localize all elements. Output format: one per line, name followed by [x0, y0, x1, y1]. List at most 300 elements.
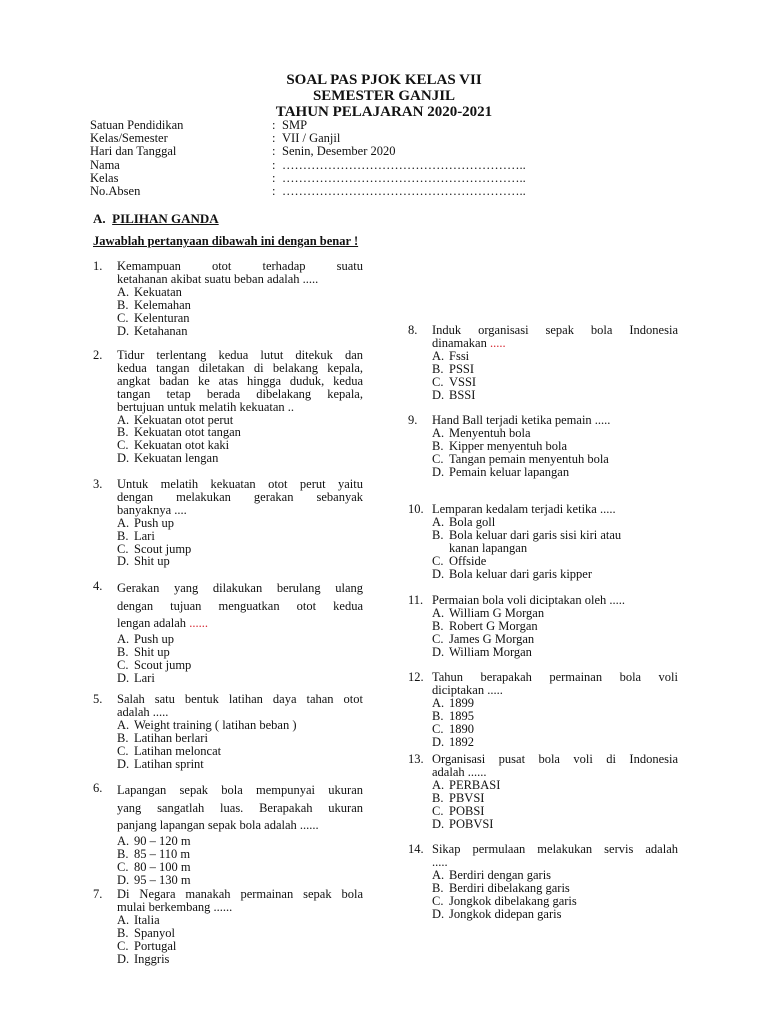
question-line: Salah satu bentuk latihan daya tahan otot [117, 692, 363, 706]
question-stem [408, 414, 678, 427]
answer-option[interactable] [432, 869, 678, 882]
question-line: tangan tetap berada dibelakang kepala, [117, 386, 363, 401]
question-3 [93, 478, 363, 568]
info-value: SMP [282, 118, 308, 132]
option-letter: C. [117, 743, 129, 758]
option-letter: C. [432, 893, 444, 908]
option-letter: C. [432, 721, 444, 736]
question-stem [408, 594, 678, 607]
answer-option[interactable] [117, 452, 363, 465]
question-stem [408, 671, 678, 697]
question-line: Induk organisasi sepak bola Indonesia [432, 323, 678, 337]
option-letter: D. [117, 872, 130, 887]
answer-option[interactable] [432, 529, 678, 542]
option-text: Kekuatan [134, 284, 182, 299]
option-text: Kekuatan otot perut [134, 412, 234, 427]
question-stem [93, 693, 363, 719]
answer-options [432, 516, 678, 581]
option-text: Kekuatan otot tangan [134, 425, 241, 440]
option-letter: C. [117, 310, 129, 325]
question-5 [93, 693, 363, 770]
option-letter: A. [432, 695, 445, 710]
info-label: Nama [90, 157, 120, 172]
question-line-with-blank [432, 337, 678, 350]
option-letter: B. [432, 708, 444, 723]
option-letter: B. [432, 790, 444, 805]
answer-option[interactable] [117, 848, 363, 861]
option-text: Jongkok dibelakang garis [449, 893, 577, 908]
answer-option[interactable] [432, 736, 678, 749]
option-text: Jongkok didepan garis [449, 906, 562, 921]
answer-option[interactable] [117, 719, 363, 732]
option-letter: B. [432, 527, 444, 542]
question-line: Tahun berapakah permainan bola voli [432, 670, 678, 684]
question-7 [93, 888, 363, 965]
question-text [117, 782, 363, 835]
option-letter: A. [432, 605, 445, 620]
option-text: Shit up [134, 644, 170, 659]
option-letter: A. [432, 348, 445, 363]
student-info [90, 119, 526, 198]
answer-option[interactable] [432, 633, 678, 646]
answer-option[interactable] [117, 914, 363, 927]
option-letter: B. [432, 618, 444, 633]
answer-option[interactable] [117, 732, 363, 745]
option-text: 1899 [449, 695, 474, 710]
answer-option[interactable] [432, 908, 678, 921]
answer-option[interactable] [117, 659, 363, 672]
question-1 [93, 260, 363, 337]
info-colon: : [272, 170, 276, 185]
info-colon: : [272, 144, 276, 159]
option-text: Robert G Morgan [449, 618, 538, 633]
answer-option[interactable] [117, 874, 363, 887]
info-label: No.Absen [90, 183, 141, 198]
question-number: 12. [408, 670, 424, 684]
answer-option[interactable] [117, 953, 363, 966]
question-number: 9. [408, 413, 418, 427]
answer-option[interactable] [432, 516, 678, 529]
question-6 [93, 782, 363, 886]
option-text: PERBASI [449, 777, 501, 792]
info-label: Hari dan Tanggal [90, 144, 177, 159]
answer-option[interactable] [432, 376, 678, 389]
option-letter: B. [432, 361, 444, 376]
info-row [90, 172, 526, 185]
option-letter: D. [432, 816, 445, 831]
option-text: Kipper menyentuh bola [449, 438, 568, 453]
option-text: Inggris [134, 951, 170, 966]
option-text: BSSI [449, 387, 476, 402]
info-row [90, 159, 526, 172]
option-letter: A. [117, 631, 130, 646]
question-14 [408, 843, 678, 920]
question-line: dengan melakukan gerakan sebanyak [117, 489, 363, 504]
answer-option[interactable] [117, 517, 363, 530]
option-letter: C. [432, 374, 444, 389]
answer-option[interactable] [432, 363, 678, 376]
option-text: William G Morgan [449, 605, 545, 620]
answer-option[interactable] [117, 940, 363, 953]
option-text: Fssi [449, 348, 470, 363]
option-text: kanan lapangan [449, 540, 528, 555]
answer-option[interactable] [432, 389, 678, 402]
option-letter: C. [117, 541, 129, 556]
option-letter: B. [117, 528, 129, 543]
option-letter: D. [117, 756, 130, 771]
option-letter: D. [117, 670, 130, 685]
answer-option[interactable] [432, 555, 678, 568]
option-text: POBSI [449, 803, 485, 818]
option-letter: A. [117, 912, 130, 927]
answer-option[interactable] [117, 861, 363, 874]
answer-option[interactable] [432, 427, 678, 440]
question-line: Di Negara manakah permainan sepak bola [117, 887, 363, 901]
question-13 [408, 753, 678, 830]
question-12 [408, 671, 678, 748]
option-letter: C. [117, 657, 129, 672]
option-letter: C. [117, 438, 129, 453]
option-letter: A. [117, 717, 130, 732]
option-letter: B. [432, 880, 444, 895]
option-text: Latihan berlari [134, 730, 208, 745]
info-row [90, 185, 526, 198]
option-letter: B. [117, 730, 129, 745]
option-letter [432, 542, 449, 555]
answer-option[interactable] [117, 758, 363, 771]
question-stem [408, 324, 678, 350]
answer-options [117, 414, 363, 466]
info-colon: : [272, 183, 276, 198]
option-text: Kelenturan [134, 310, 190, 325]
question-line: angkat badan ke atas hingga duduk, kedua [117, 373, 363, 388]
option-letter: B. [117, 925, 129, 940]
section-title: PILIHAN GANDA [112, 211, 219, 226]
option-letter: A. [117, 284, 130, 299]
answer-option[interactable] [432, 466, 678, 479]
answer-option[interactable] [432, 568, 678, 581]
answer-option[interactable] [117, 530, 363, 543]
section-letter: A. [93, 211, 106, 226]
question-line: kedua tangan diletakan di belakang kepala, [117, 360, 363, 375]
option-letter: B. [432, 438, 444, 453]
answer-option[interactable] [117, 633, 363, 646]
question-number: 4. [93, 579, 103, 593]
question-number: 5. [93, 692, 103, 706]
option-text: Latihan sprint [134, 756, 204, 771]
option-letter: D. [432, 566, 445, 581]
info-value: ………………………………………………….. [282, 183, 526, 198]
question-number: 13. [408, 752, 424, 766]
option-letter: D. [432, 906, 445, 921]
answer-option[interactable] [117, 299, 363, 312]
question-text [432, 324, 678, 350]
info-value: ………………………………………………….. [282, 170, 526, 185]
answer-option[interactable] [117, 745, 363, 758]
answer-option[interactable] [117, 312, 363, 325]
option-letter: D. [117, 451, 130, 466]
question-text [117, 580, 363, 633]
option-text: Berdiri dengan garis [449, 867, 552, 882]
option-letter: C. [117, 938, 129, 953]
answer-options [117, 835, 363, 887]
question-text [432, 414, 678, 427]
question-line: Sikap permulaan melakukan servis adalah [432, 842, 678, 856]
option-letter: D. [117, 554, 130, 569]
question-stem [93, 782, 363, 835]
answer-option[interactable] [432, 882, 678, 895]
option-letter: A. [432, 867, 445, 882]
option-text: Pemain keluar lapangan [449, 464, 570, 479]
question-line: Permaian bola voli diciptakan oleh ..... [432, 593, 626, 607]
answer-options [432, 869, 678, 921]
option-text: Push up [134, 515, 174, 530]
option-letter: B. [117, 846, 129, 861]
answer-option[interactable] [432, 805, 678, 818]
info-colon: : [272, 157, 276, 172]
question-line: Lemparan kedalam terjadi ketika ..... [432, 502, 616, 516]
answer-options [117, 719, 363, 771]
question-text [432, 671, 678, 697]
question-stem [408, 753, 678, 779]
option-letter: A. [432, 514, 445, 529]
question-text [117, 478, 363, 517]
option-letter: C. [432, 803, 444, 818]
info-label: Kelas [90, 170, 119, 185]
academic-year-title: TAHUN PELAJARAN 2020-2021 [275, 104, 493, 120]
answer-options [432, 427, 678, 479]
option-text: Menyentuh bola [449, 425, 531, 440]
option-text: Tangan pemain menyentuh bola [449, 451, 609, 466]
option-letter: C. [432, 553, 444, 568]
info-value: ………………………………………………….. [282, 157, 526, 172]
question-2 [93, 349, 363, 465]
answer-option[interactable] [432, 779, 678, 792]
semester-title: SEMESTER GANJIL [312, 88, 456, 104]
option-letter: D. [117, 323, 130, 338]
info-label: Satuan Pendidikan [90, 118, 184, 132]
answer-option[interactable] [117, 646, 363, 659]
option-text: VSSI [449, 374, 477, 389]
answer-options [117, 633, 363, 685]
option-letter: A. [432, 425, 445, 440]
option-text: Offside [449, 553, 487, 568]
option-text: William Morgan [449, 644, 532, 659]
question-stem [93, 888, 363, 914]
answer-option[interactable] [117, 325, 363, 338]
question-stem [93, 478, 363, 517]
answer-options [432, 350, 678, 402]
question-text [432, 594, 678, 607]
option-text: 90 – 120 m [134, 833, 191, 848]
question-line: ketahanan akibat suatu beban adalah ..... [117, 271, 319, 286]
question-11 [408, 594, 678, 659]
option-text: PBVSI [449, 790, 485, 805]
option-text: Ketahanan [134, 323, 188, 338]
question-number: 1. [93, 259, 103, 273]
question-line: bertujuan untuk melatih kekuatan .. [117, 399, 295, 414]
question-line: adalah ...... [432, 764, 487, 779]
option-text: James G Morgan [449, 631, 535, 646]
info-value: Senin, Desember 2020 [282, 144, 396, 159]
answer-blank: ..... [489, 335, 506, 350]
question-text [117, 349, 363, 414]
option-letter: B. [117, 297, 129, 312]
option-text: 80 – 100 m [134, 859, 191, 874]
answer-option[interactable] [432, 646, 678, 659]
option-text: Lari [134, 670, 155, 685]
option-text: Spanyol [134, 925, 175, 940]
question-text [432, 503, 678, 516]
option-text: Kekuatan lengan [134, 451, 219, 466]
option-text: Latihan meloncat [134, 743, 222, 758]
answer-option[interactable] [432, 792, 678, 805]
answer-options [432, 697, 678, 749]
option-letter: D. [432, 387, 445, 402]
option-text: Kelemahan [134, 297, 191, 312]
question-10 [408, 503, 678, 580]
info-label: Kelas/Semester [90, 131, 168, 146]
option-letter: D. [432, 464, 445, 479]
answer-blank: ...... [189, 616, 208, 631]
question-stem [93, 580, 363, 633]
question-stem [93, 349, 363, 414]
question-line: diciptakan ..... [432, 682, 503, 697]
answer-option[interactable] [432, 350, 678, 363]
question-text [432, 753, 678, 779]
question-4 [93, 580, 363, 684]
question-line: Organisasi pusat bola voli di Indonesia [432, 752, 678, 766]
answer-option[interactable] [432, 620, 678, 633]
option-text: Bola keluar dari garis kipper [449, 566, 593, 581]
answer-option[interactable] [432, 453, 678, 466]
question-line: mulai berkembang ...... [117, 899, 233, 914]
question-number: 7. [93, 887, 103, 901]
question-number: 14. [408, 842, 424, 856]
option-letter: C. [432, 451, 444, 466]
answer-option[interactable] [432, 818, 678, 831]
option-letter: B. [117, 644, 129, 659]
exam-title: SOAL PAS PJOK KELAS VII [286, 72, 482, 88]
info-row [90, 145, 526, 158]
question-line: adalah ..... [117, 704, 169, 719]
question-line: lengan adalah [117, 616, 187, 631]
option-text: 1890 [449, 721, 474, 736]
question-line: panjang lapangan sepak bola adalah ...... [117, 818, 319, 833]
answer-option[interactable] [117, 286, 363, 299]
answer-option[interactable] [432, 697, 678, 710]
question-line-with-blank [117, 615, 363, 633]
question-line: ..... [432, 854, 448, 869]
answer-option[interactable] [117, 555, 363, 568]
option-text: Push up [134, 631, 174, 646]
answer-options [117, 286, 363, 338]
option-letter: D. [432, 644, 445, 659]
question-stem [408, 503, 678, 516]
answer-option[interactable] [432, 440, 678, 453]
question-line: banyaknya .... [117, 502, 187, 517]
question-number: 10. [408, 502, 424, 516]
question-stem [408, 843, 678, 869]
question-9 [408, 414, 678, 479]
question-line: yang sangatlah luas. Berapakah ukuran [117, 800, 363, 815]
option-letter: A. [117, 515, 130, 530]
question-line: Untuk melatih kekuatan otot perut yaitu [117, 477, 363, 491]
answer-option[interactable] [432, 895, 678, 908]
answer-options [117, 517, 363, 569]
answer-option[interactable] [432, 710, 678, 723]
info-colon: : [272, 131, 276, 146]
option-letter: A. [117, 412, 130, 427]
option-text: Kekuatan otot kaki [134, 438, 230, 453]
answer-option[interactable] [117, 927, 363, 940]
info-value: VII / Ganjil [282, 131, 341, 146]
question-stem [93, 260, 363, 286]
option-text: Italia [134, 912, 160, 927]
option-letter: D. [432, 734, 445, 749]
option-text: 95 – 130 m [134, 872, 191, 887]
question-line: dinamakan [432, 335, 487, 350]
option-text: Bola goll [449, 514, 496, 529]
question-text [117, 260, 363, 286]
question-number: 8. [408, 323, 418, 337]
option-text: Scout jump [134, 541, 192, 556]
option-text: 85 – 110 m [134, 846, 191, 861]
option-letter: D. [117, 951, 130, 966]
question-number: 6. [93, 781, 103, 795]
answer-option[interactable] [117, 672, 363, 685]
option-letter: A. [432, 777, 445, 792]
question-line: Gerakan yang dilakukan berulang ulang [117, 581, 363, 595]
answer-option[interactable] [432, 542, 678, 555]
answer-options [117, 914, 363, 966]
option-text: PSSI [449, 361, 475, 376]
question-line: Lapangan sepak bola mempunyai ukuran [117, 783, 363, 797]
answer-option[interactable] [117, 835, 363, 848]
option-text: Scout jump [134, 657, 192, 672]
answer-option[interactable] [432, 723, 678, 736]
question-line: Kemampuan otot terhadap suatu [117, 259, 363, 273]
question-text [117, 693, 363, 719]
option-text: Bola keluar dari garis sisi kiri atau [449, 527, 622, 542]
instruction: Jawablah pertanyaan dibawah ini dengan benar ! [93, 234, 359, 248]
option-letter: A. [117, 833, 130, 848]
question-8 [408, 324, 678, 401]
question-text [432, 843, 678, 869]
question-line: Hand Ball terjadi ketika pemain ..... [432, 413, 611, 427]
option-text: Shit up [134, 554, 170, 569]
option-text: Berdiri dibelakang garis [449, 880, 570, 895]
option-text: Weight training ( latihan beban ) [134, 717, 297, 732]
option-text: POBVSI [449, 816, 494, 831]
question-line: Tidur terlentang kedua lutut ditekuk dan [117, 348, 363, 362]
info-colon: : [272, 118, 276, 132]
section-heading [93, 211, 219, 227]
option-letter: B. [117, 425, 129, 440]
option-text: 1895 [449, 708, 474, 723]
question-number: 2. [93, 348, 103, 362]
option-text: Portugal [134, 938, 177, 953]
option-text: Lari [134, 528, 155, 543]
option-letter: C. [432, 631, 444, 646]
question-text [117, 888, 363, 914]
option-text: 1892 [449, 734, 474, 749]
option-letter: C. [117, 859, 129, 874]
answer-option[interactable] [432, 607, 678, 620]
question-number: 3. [93, 477, 103, 491]
question-number: 11. [408, 593, 424, 607]
answer-options [432, 779, 678, 831]
